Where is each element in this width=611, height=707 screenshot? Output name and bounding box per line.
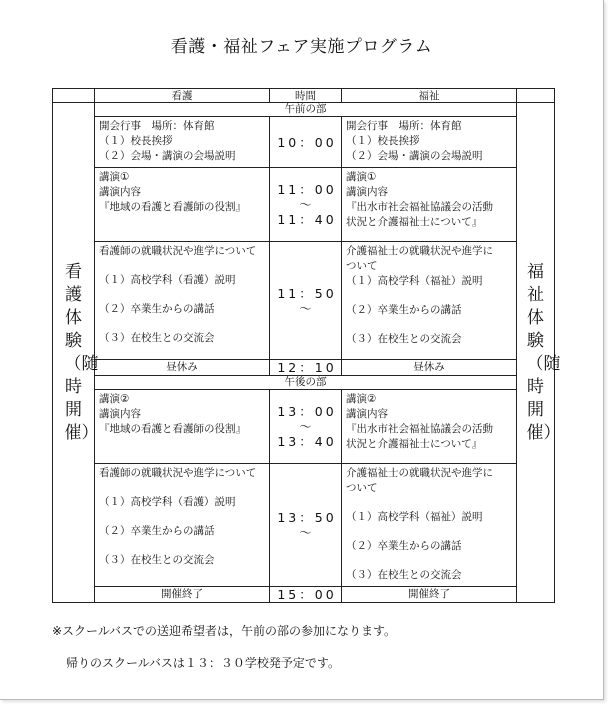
side-label-kango	[53, 103, 99, 603]
pm-lecture-fukushi-line: 状況と介護福祉士について』	[346, 438, 483, 450]
pm-lecture-time-start: 13：00	[277, 404, 337, 419]
am-lecture-fukushi-line: 講演①	[346, 171, 377, 183]
pm-lecture-kango-line: 講演②	[99, 393, 130, 405]
am-opening-kango	[95, 117, 270, 168]
pm-career-fukushi-item: （３）在校生との交流会	[346, 569, 462, 581]
pm-closing-kango: 開催終了	[95, 587, 270, 603]
am-lunch-fukushi: 昼休み	[342, 360, 517, 376]
pm-career-fukushi-title: ついて	[346, 482, 378, 494]
am-career-kango-item: （２）卒業生からの講話	[99, 303, 215, 315]
pm-career-kango-item: （３）在校生との交流会	[99, 554, 215, 566]
pm-lecture-fukushi	[342, 390, 517, 464]
corner-cell-right	[517, 89, 555, 103]
am-lecture-fukushi-line: 講演内容	[346, 186, 388, 198]
am-career-fukushi-item: （１）高校学科（福祉）説明	[346, 275, 483, 287]
header-fukushi: 福祉	[342, 89, 517, 103]
note-line-1: ※スクールバスでの送迎希望者は，午前の部の参加になります。	[52, 624, 397, 638]
pm-career-time	[270, 464, 342, 587]
pm-career-time-start: 13：50	[277, 510, 337, 525]
pm-career-fukushi-item: （１）高校学科（福祉）説明	[346, 511, 483, 523]
am-lecture-time-tilde: ～	[299, 197, 315, 212]
am-lecture-time-start: 11：00	[277, 182, 337, 197]
pm-lecture-kango	[95, 390, 270, 464]
am-lecture-kango-line: 『地域の看護と看護師の役割』	[99, 201, 246, 213]
pm-career-time-tilde: ～	[299, 525, 315, 540]
am-opening-kango-line: （１）校長挨拶	[99, 135, 173, 147]
pm-lecture-fukushi-line: 講演内容	[346, 408, 388, 420]
am-lecture-kango-line: 講演①	[99, 171, 130, 183]
am-opening-kango-line: 開会行事 場所：体育館	[99, 120, 215, 132]
am-lecture-fukushi-line: 状況と介護福祉士について』	[346, 216, 483, 228]
am-opening-time: 10：00	[270, 117, 342, 168]
pm-lecture-kango-line: 『地域の看護と看護師の役割』	[99, 423, 246, 435]
am-career-fukushi-title: 介護福祉士の就職状況や進学に	[346, 245, 493, 257]
corner-cell-left	[53, 89, 95, 103]
header-jikan: 時間	[270, 89, 342, 103]
am-career-fukushi-item: （３）在校生との交流会	[346, 333, 462, 345]
side-label-kango-text: 看護体験（随時開催）	[64, 261, 99, 443]
am-lecture-kango	[95, 168, 270, 242]
pm-career-kango	[95, 464, 270, 587]
am-lecture-fukushi-line: 『出水市社会福祉協議会の活動	[346, 201, 493, 213]
pm-career-fukushi-item: （２）卒業生からの講話	[346, 540, 462, 552]
am-lecture-time	[270, 168, 342, 242]
am-career-time	[270, 242, 342, 360]
pm-closing-time: 15：00	[270, 587, 342, 603]
am-career-time-tilde: ～	[299, 300, 315, 316]
am-opening-kango-line: （２）会場・講演の会場説明	[99, 150, 236, 162]
am-career-fukushi	[342, 242, 517, 360]
am-career-kango-item: （３）在校生との交流会	[99, 332, 215, 344]
page-title: 看護・福祉フェア実施プログラム	[170, 37, 433, 57]
am-career-kango-title: 看護師の就職状況や進学について	[99, 245, 257, 257]
am-career-kango	[95, 242, 270, 360]
am-career-time-start: 11：50	[277, 285, 337, 301]
side-label-fukushi	[517, 103, 561, 603]
pm-closing-fukushi: 開催終了	[342, 587, 517, 603]
program-table	[52, 88, 561, 603]
pm-lecture-kango-line: 講演内容	[99, 408, 141, 420]
am-lunch-time: 12：10	[270, 360, 342, 376]
am-lecture-fukushi	[342, 168, 517, 242]
am-opening-fukushi	[342, 117, 517, 168]
am-lunch-kango: 昼休み	[95, 360, 270, 376]
note-line-2: 帰りのスクールバスは１３：３０学校発予定です。	[66, 656, 340, 670]
side-label-fukushi-text: 福祉体験（随時開催）	[526, 261, 561, 443]
am-lecture-kango-line: 講演内容	[99, 186, 141, 198]
header-kango: 看護	[95, 89, 270, 103]
pm-career-kango-title: 看護師の就職状況や進学について	[99, 467, 257, 479]
am-career-kango-item: （１）高校学科（看護）説明	[99, 274, 236, 286]
pm-lecture-time	[270, 390, 342, 464]
section-pm: 午後の部	[95, 376, 517, 390]
pm-career-fukushi	[342, 464, 517, 587]
pm-career-fukushi-title: 介護福祉士の就職状況や進学に	[346, 467, 493, 479]
pm-lecture-fukushi-line: 講演②	[346, 393, 377, 405]
pm-lecture-time-tilde: ～	[299, 419, 315, 434]
am-opening-fukushi-line: （２）会場・講演の会場説明	[346, 150, 483, 162]
am-lecture-time-end: 11：40	[277, 212, 337, 227]
am-career-fukushi-item: （２）卒業生からの講話	[346, 304, 462, 316]
am-opening-fukushi-line: （１）校長挨拶	[346, 135, 420, 147]
pm-career-kango-item: （２）卒業生からの講話	[99, 525, 215, 537]
pm-career-kango-item: （１）高校学科（看護）説明	[99, 496, 236, 508]
section-am: 午前の部	[95, 103, 517, 117]
am-opening-fukushi-line: 開会行事 場所：体育館	[346, 120, 462, 132]
am-career-fukushi-title: ついて	[346, 260, 378, 272]
pm-lecture-fukushi-line: 『出水市社会福祉協議会の活動	[346, 423, 493, 435]
pm-lecture-time-end: 13：40	[277, 434, 337, 449]
